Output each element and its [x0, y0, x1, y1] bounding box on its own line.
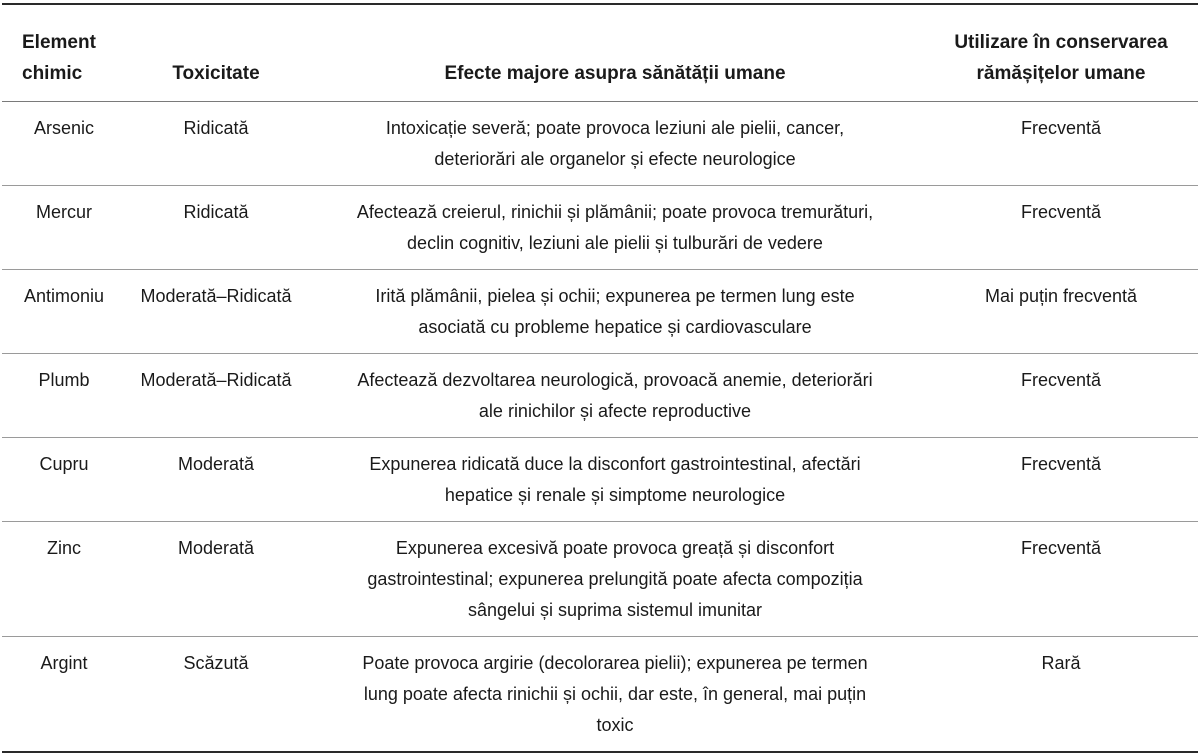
- cell-element: Cupru: [2, 438, 126, 522]
- elements-table: [2, 3, 1198, 753]
- cell-usage: Frecventă: [924, 186, 1198, 270]
- cell-effects: Poate provoca argirie (decolorarea pielii); expunerea pe termen lung poate afecta rinichii și ochii, dar este, în general, mai puțin toxic: [362, 653, 868, 735]
- cell-toxicity: Ridicată: [126, 102, 306, 186]
- header-effects: Efecte majore asupra sănătății umane: [306, 5, 924, 102]
- table-row: [2, 186, 1198, 270]
- cell-toxicity: Moderată: [126, 438, 306, 522]
- cell-effects: Irită plămânii, pielea și ochii; expunerea pe termen lung este asociată cu probleme hepatice și cardiovasculare: [306, 270, 924, 354]
- cell-element: Plumb: [2, 354, 126, 438]
- cell-effects: Afectează creierul, rinichii și plămânii; poate provoca tremurături, declin cognitiv, leziuni ale pielii și tulburări de vedere: [306, 186, 924, 270]
- cell-toxicity: Ridicată: [126, 186, 306, 270]
- cell-element: Arsenic: [2, 102, 126, 186]
- table-row: [2, 522, 1198, 637]
- header-element: Element chimic: [2, 5, 126, 102]
- cell-toxicity: Scăzută: [183, 653, 249, 673]
- table-header: [2, 5, 1198, 102]
- cell-usage: Rară: [1041, 653, 1081, 673]
- table-row: [2, 270, 1198, 354]
- cell-effects: Expunerea excesivă poate provoca greață și disconfort gastrointestinal; expunerea prelungită poate afecta compoziția sângelui și suprima sistemul imunitar: [306, 522, 924, 637]
- cell-toxicity: Moderată: [126, 522, 306, 637]
- cell-toxicity: Moderată–Ridicată: [126, 354, 306, 438]
- cell-element: Antimoniu: [2, 270, 126, 354]
- cell-effects: Afectează dezvoltarea neurologică, provoacă anemie, deteriorări ale rinichilor și afecte reproductive: [306, 354, 924, 438]
- cell-toxicity: Moderată–Ridicată: [126, 270, 306, 354]
- cell-element: Zinc: [2, 522, 126, 637]
- cell-usage: Mai puțin frecventă: [924, 270, 1198, 354]
- table-row: [2, 354, 1198, 438]
- cell-effects: Expunerea ridicată duce la disconfort gastrointestinal, afectări hepatice și renale și simptome neurologice: [306, 438, 924, 522]
- table-row: [2, 637, 1198, 752]
- cell-usage: Frecventă: [924, 102, 1198, 186]
- cell-usage: Frecventă: [924, 354, 1198, 438]
- cell-effects: Intoxicație severă; poate provoca leziuni ale pielii, cancer, deteriorări ale organelor și efecte neurologice: [306, 102, 924, 186]
- cell-usage: Frecventă: [924, 522, 1198, 637]
- table-body: [2, 102, 1198, 752]
- header-row: [2, 5, 1198, 102]
- cell-element: Argint: [40, 653, 88, 673]
- cell-usage: Frecventă: [924, 438, 1198, 522]
- cell-element: Mercur: [2, 186, 126, 270]
- header-usage: Utilizare în conservarea rămășițelor umane: [924, 5, 1198, 102]
- table: [2, 5, 1198, 751]
- table-row: [2, 438, 1198, 522]
- header-toxicity: Toxicitate: [126, 5, 306, 102]
- table-row: [2, 102, 1198, 186]
